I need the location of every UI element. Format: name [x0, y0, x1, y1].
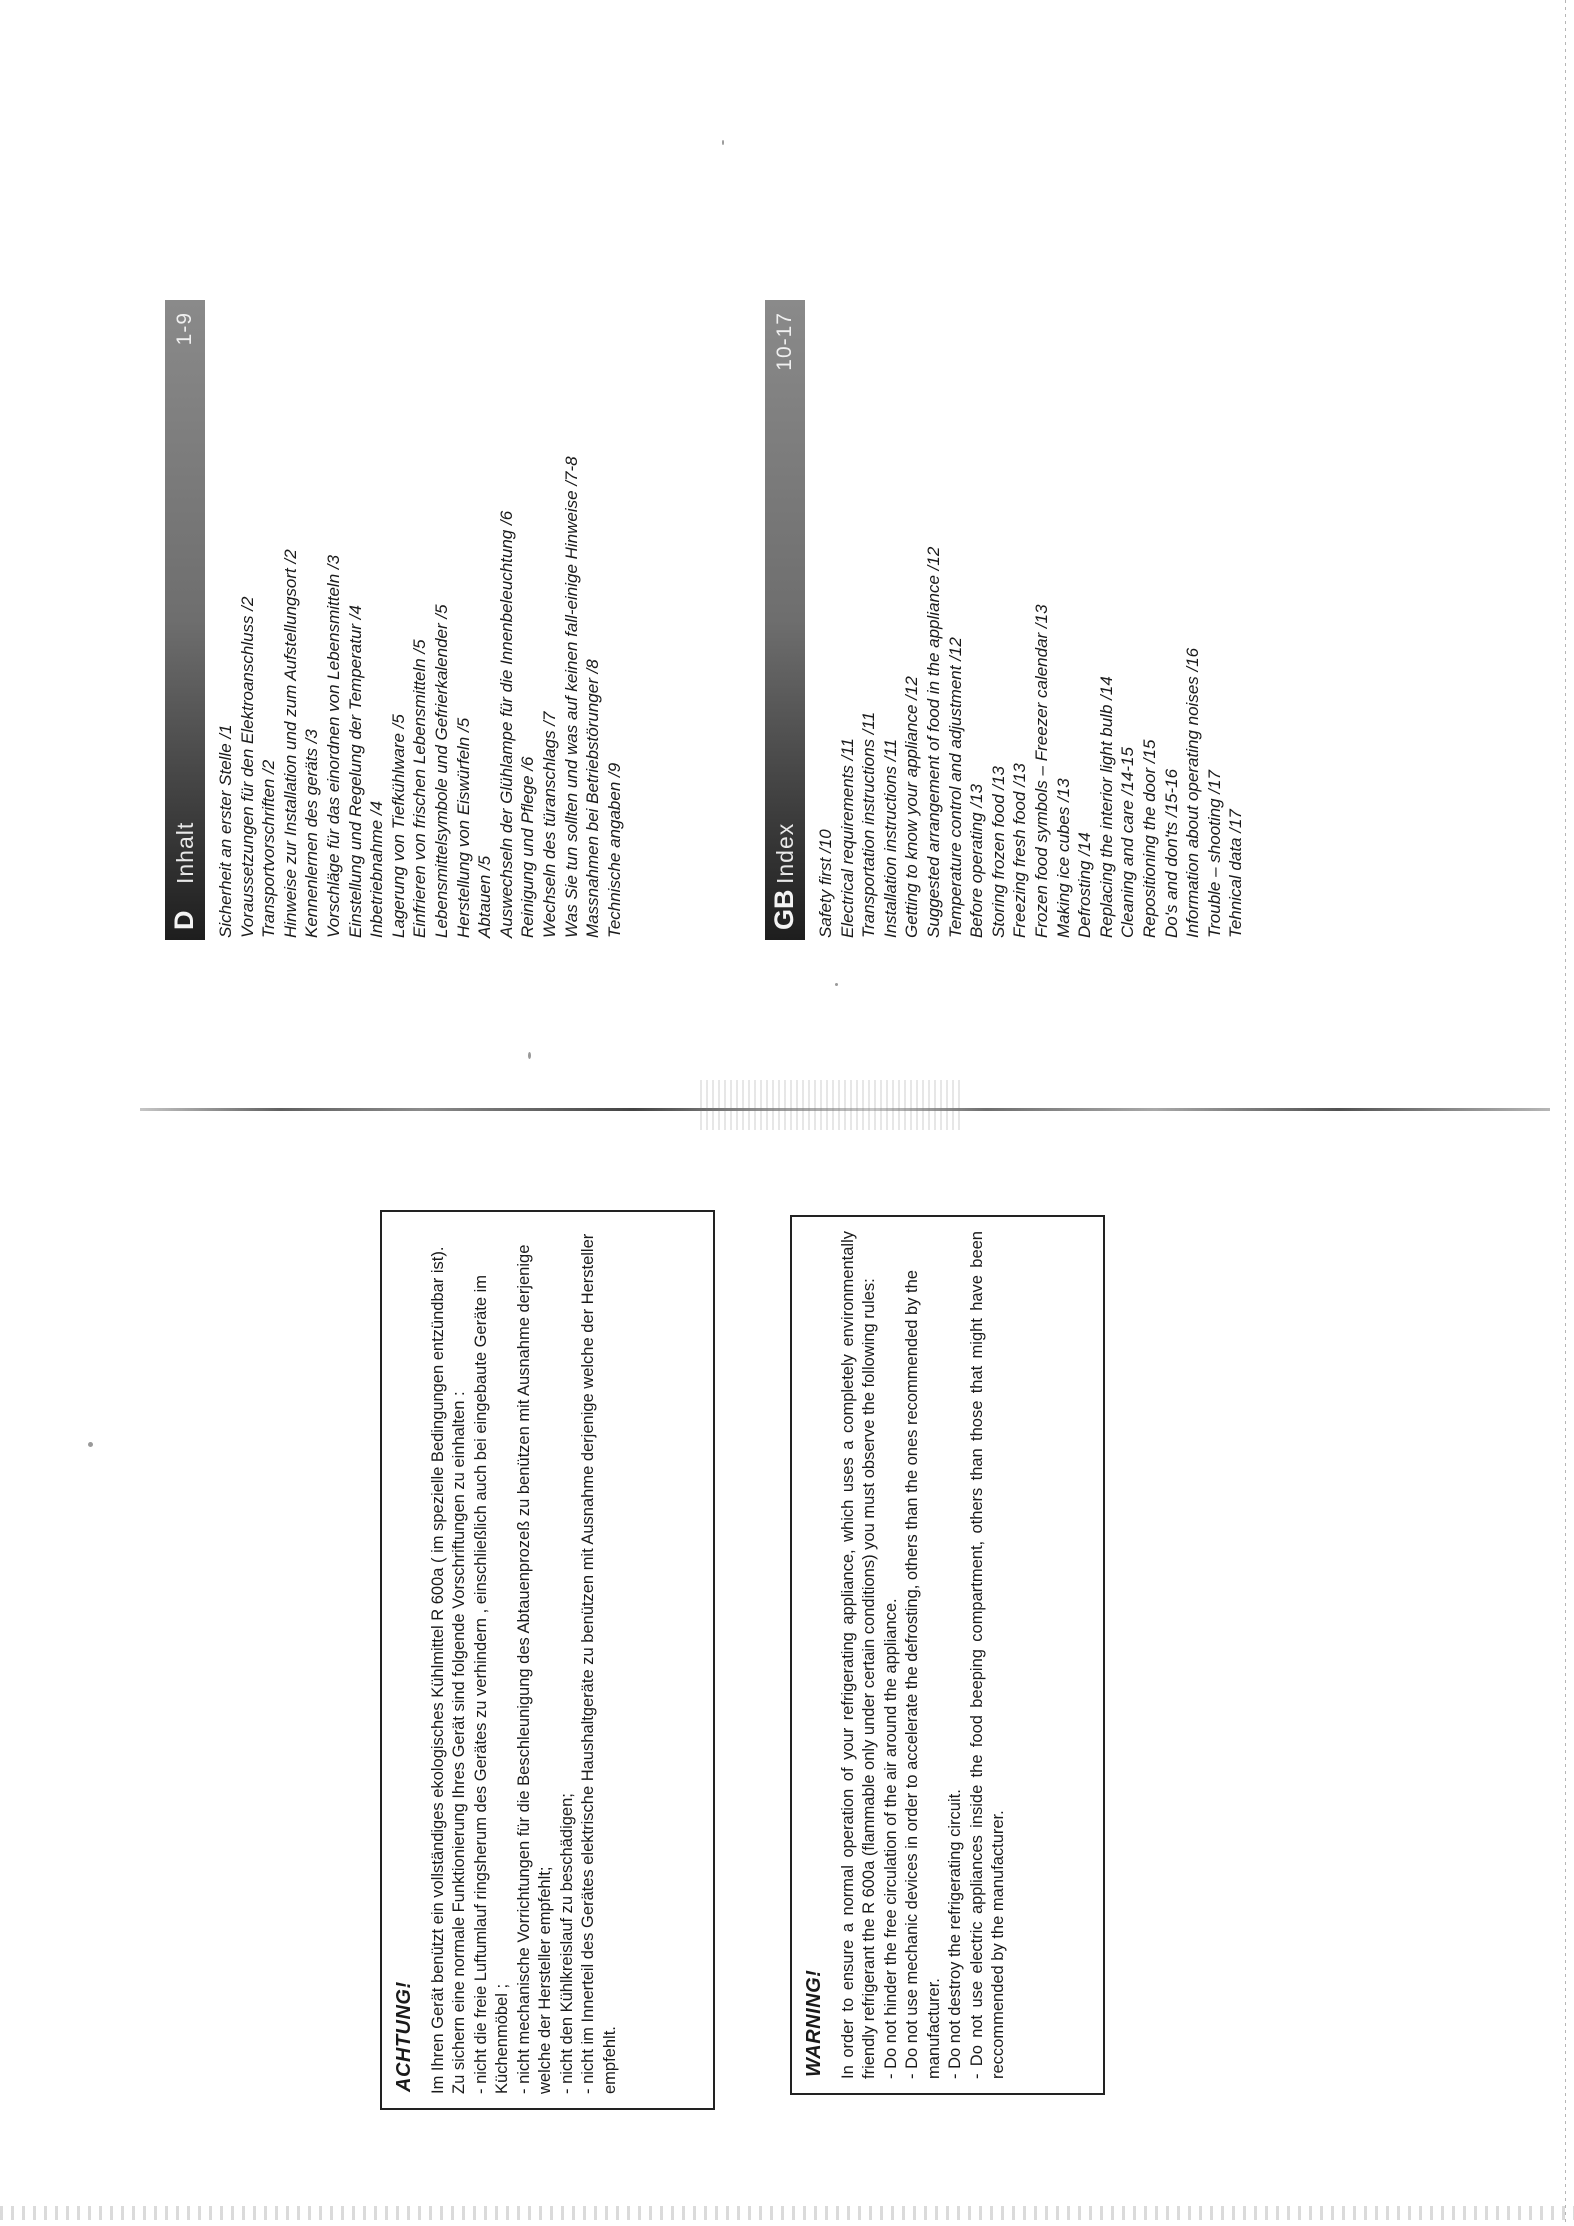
index-item: Storing frozen food /13 — [988, 765, 1008, 938]
index-item: Sicherheit an erster Stelle /1 — [216, 724, 235, 938]
index-item: Vorschläge für das einordnen von Lebensmitteln /3 — [323, 554, 343, 938]
index-item: Installation instructions /11 — [880, 738, 900, 938]
index-item: Replacing the interior light bulb /14 — [1096, 676, 1116, 938]
index-item: Safety first /10 — [816, 829, 835, 938]
index-item: Tehnical data /17 — [1226, 809, 1246, 938]
index-item: Hinweise zur Installation und zum Aufstellungsort /2 — [280, 549, 300, 938]
scan-speck — [722, 140, 724, 145]
warning-rule-gb: - Do not hinder the free circulation of the air around the appliance. — [881, 1598, 900, 2079]
index-item: Was Sie tun sollten und was auf keinen fall-einige Hinweise /7-8 — [561, 456, 581, 938]
index-item: Defrosting /14 — [1075, 832, 1095, 938]
index-title-gb: Index — [772, 822, 798, 884]
page-range-gb: 10-17 — [773, 312, 796, 371]
index-panel-de — [165, 300, 645, 940]
index-item: Lagerung von Tiefkühlware /5 — [388, 714, 408, 938]
warning-title-de: ACHTUNG! — [393, 1981, 415, 2092]
index-list-de — [215, 300, 625, 938]
index-item: Kennenlernen des geräts /3 — [302, 729, 322, 938]
warning-rule-de: - nicht mechanische Vorrichtungen für die Beschleunigung des Abtauenprozeß zu benützen mit Ausnahme derjenige welche der Hersteller empfehlt; — [514, 1244, 554, 2094]
index-item: Trouble – shooting /17 — [1204, 770, 1224, 938]
index-item: Cleaning and care /14-15 — [1118, 747, 1138, 938]
scan-edge-line — [1565, 0, 1566, 2226]
language-code-de: D — [169, 910, 199, 930]
index-item: Frozen food symbols – Freezer calendar /13 — [1031, 604, 1051, 938]
index-title-de: Inhalt — [172, 821, 198, 884]
scan-speck — [88, 1442, 93, 1447]
index-item: Information about operating noises /16 — [1183, 647, 1203, 938]
warning-text-gb: In order to ensure a normal operation of your refrigerating appliance, which uses a completely environmentally friendly refrigerant the R 600a (flammable only under certain conditions) you must observe the following rules: — [838, 1231, 878, 2079]
index-item: Before operating /13 — [967, 783, 987, 938]
warning-title-gb: WARNING! — [803, 1969, 825, 2077]
scan-noise — [700, 1080, 960, 1130]
warning-rule-gb: - Do not destroy the refrigerating circuit. — [946, 1789, 964, 2079]
index-item: Lebensmittelsymbole und Gefrierkalender /5 — [431, 604, 451, 938]
index-item: Transportvorschriften /2 — [259, 759, 279, 938]
index-item: Do's and don'ts /15-16 — [1161, 768, 1181, 938]
index-item: Reinigung und Pflege /6 — [518, 756, 538, 938]
index-item: Auswechseln der Glühlampe für die Innenbeleuchtung /6 — [496, 510, 516, 938]
warning-rule-de: - nicht den Kühlkreislauf zu beschädigen; — [557, 1793, 576, 2094]
index-item: Abtauen /5 — [475, 855, 495, 938]
warning-rule-de: - nicht im Innerteil des Gerätes elektrische Haushaltgeräte zu benützen mit Ausnahme derjenige welche der Hersteller empfehlt. — [579, 1233, 619, 2094]
index-item: Suggested arrangement of food in the appliance /12 — [923, 546, 943, 938]
warning-box-gb — [790, 1215, 1105, 2095]
index-item: Getting to know your appliance /12 — [902, 676, 922, 938]
index-item: Einfrieren von frischen Lebensmitteln /5 — [410, 639, 430, 938]
index-panel-gb — [765, 300, 1285, 940]
warning-text-de: Zu sichern eine normale Funktionierung Ihres Gerät sind folgende Vorschriftungen zu einhalten : — [450, 1391, 468, 2094]
language-code-gb: GB — [769, 889, 799, 930]
warning-text-de: Im Ihren Gerät benützt ein vollständiges ekologisches Kühlmittel R 600a ( im spezielle Bedingungen entzündbar ist). — [428, 1246, 447, 2094]
index-item: Temperature control and adjustment /12 — [945, 637, 965, 938]
index-item: Inbetriebnahme /4 — [367, 800, 387, 938]
index-item: Voraussetzungen für den Elektroanschluss /2 — [237, 596, 257, 938]
index-item: Massnahmen bei Betriebstörunger /8 — [583, 659, 603, 938]
warning-rule-gb: - Do not use electric appliances inside the food beeping compartment, others than those that might have been reccommended by the manufacturer. — [967, 1231, 1007, 2079]
index-item: Herstellung von Eiswürfeln /5 — [453, 717, 473, 938]
scan-noise-bottom — [0, 2206, 1574, 2220]
index-item: Transportation instructions /11 — [859, 711, 879, 938]
index-item: Einstellung und Regelung der Temperatur /4 — [345, 605, 365, 938]
index-header-gb — [765, 300, 805, 940]
warning-rule-de: - nicht die freie Luftumlauf ringsherum des Gerätes zu verhindern , einschließlich auch bei eingebaute Geräte im Küchenmöbel ; — [471, 1274, 511, 2094]
index-item: Repositioning the door /15 — [1139, 739, 1159, 938]
scan-speck — [835, 983, 838, 986]
index-item: Making ice cubes /13 — [1053, 778, 1073, 938]
index-item: Wechseln des türanschlags /7 — [539, 711, 559, 938]
page-range-de: 1-9 — [173, 312, 196, 346]
scan-speck — [528, 1052, 531, 1059]
warning-rule-gb: - Do not use mechanic devices in order to accelerate the defrosting, others than the ones recommended by the manufacturer. — [903, 1270, 943, 2079]
index-item: Freezing fresh food /13 — [1010, 763, 1030, 938]
index-list-gb — [815, 300, 1247, 938]
index-item: Technische angaben /9 — [604, 762, 624, 938]
index-header-de — [165, 300, 205, 940]
warning-box-de — [380, 1210, 715, 2110]
index-item: Electrical requirements /11 — [837, 738, 857, 938]
